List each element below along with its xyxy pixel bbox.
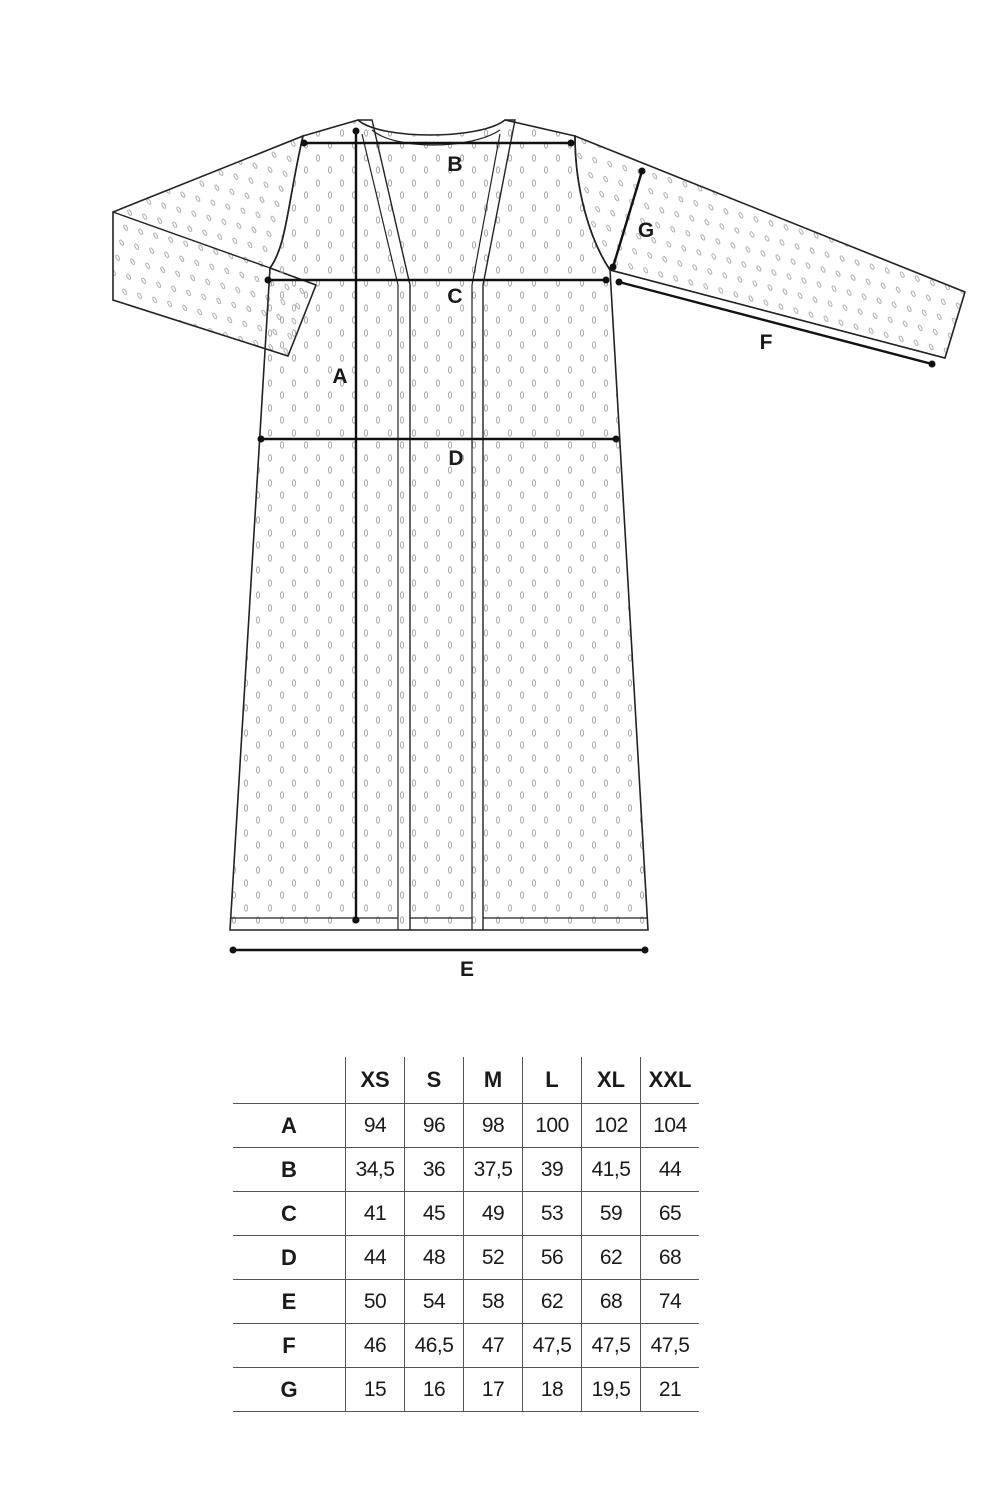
table-cell: 53 bbox=[523, 1192, 582, 1236]
table-row bbox=[233, 1192, 699, 1236]
table-cell: 16 bbox=[405, 1368, 464, 1412]
table-cell: 48 bbox=[405, 1236, 464, 1280]
table-cell: 39 bbox=[523, 1148, 582, 1192]
row-label-b: B bbox=[233, 1148, 346, 1192]
table-row bbox=[233, 1148, 699, 1192]
table-cell: 94 bbox=[346, 1104, 405, 1148]
size-xxl-header: XXL bbox=[641, 1057, 700, 1104]
table-cell: 50 bbox=[346, 1280, 405, 1324]
corner-cell bbox=[233, 1057, 346, 1104]
size-s-header: S bbox=[405, 1057, 464, 1104]
table-cell: 62 bbox=[523, 1280, 582, 1324]
table-cell: 21 bbox=[641, 1368, 700, 1412]
label-d: D bbox=[448, 447, 464, 470]
table-cell: 46 bbox=[346, 1324, 405, 1368]
label-b: B bbox=[447, 153, 463, 176]
table-cell: 62 bbox=[582, 1236, 641, 1280]
table-row bbox=[233, 1368, 699, 1412]
table-cell: 34,5 bbox=[346, 1148, 405, 1192]
size-header-row bbox=[233, 1057, 699, 1104]
table-cell: 41 bbox=[346, 1192, 405, 1236]
size-xl-header: XL bbox=[582, 1057, 641, 1104]
table-cell: 47,5 bbox=[523, 1324, 582, 1368]
table-row bbox=[233, 1324, 699, 1368]
table-cell: 44 bbox=[641, 1148, 700, 1192]
table-cell: 102 bbox=[582, 1104, 641, 1148]
size-xs-header: XS bbox=[346, 1057, 405, 1104]
label-a: A bbox=[332, 365, 348, 388]
table-row bbox=[233, 1280, 699, 1324]
table-cell: 98 bbox=[464, 1104, 523, 1148]
label-g: G bbox=[637, 219, 655, 242]
table-cell: 47,5 bbox=[641, 1324, 700, 1368]
table-cell: 17 bbox=[464, 1368, 523, 1412]
label-f: F bbox=[759, 331, 773, 354]
row-label-g: G bbox=[233, 1368, 346, 1412]
row-label-a: A bbox=[233, 1104, 346, 1148]
table-cell: 19,5 bbox=[582, 1368, 641, 1412]
table-cell: 37,5 bbox=[464, 1148, 523, 1192]
row-label-c: C bbox=[233, 1192, 346, 1236]
row-label-d: D bbox=[233, 1236, 346, 1280]
size-m-header: M bbox=[464, 1057, 523, 1104]
table-cell: 68 bbox=[641, 1236, 700, 1280]
table-cell: 41,5 bbox=[582, 1148, 641, 1192]
table-cell: 65 bbox=[641, 1192, 700, 1236]
table-cell: 68 bbox=[582, 1280, 641, 1324]
table-cell: 96 bbox=[405, 1104, 464, 1148]
table-cell: 45 bbox=[405, 1192, 464, 1236]
table-cell: 47,5 bbox=[582, 1324, 641, 1368]
table-row bbox=[233, 1104, 699, 1148]
right-sleeve bbox=[575, 136, 965, 358]
table-cell: 59 bbox=[582, 1192, 641, 1236]
table-cell: 44 bbox=[346, 1236, 405, 1280]
table-cell: 49 bbox=[464, 1192, 523, 1236]
row-label-e: E bbox=[233, 1280, 346, 1324]
size-chart-table bbox=[233, 1057, 699, 1412]
row-label-f: F bbox=[233, 1324, 346, 1368]
table-cell: 18 bbox=[523, 1368, 582, 1412]
table-cell: 46,5 bbox=[405, 1324, 464, 1368]
label-c: C bbox=[447, 285, 463, 308]
table-cell: 56 bbox=[523, 1236, 582, 1280]
measure-e bbox=[230, 947, 649, 954]
table-cell: 74 bbox=[641, 1280, 700, 1324]
table-cell: 100 bbox=[523, 1104, 582, 1148]
garment-body bbox=[230, 120, 648, 930]
table-cell: 54 bbox=[405, 1280, 464, 1324]
table-cell: 15 bbox=[346, 1368, 405, 1412]
table-cell: 47 bbox=[464, 1324, 523, 1368]
table-row bbox=[233, 1236, 699, 1280]
label-e: E bbox=[459, 958, 475, 981]
table-cell: 58 bbox=[464, 1280, 523, 1324]
size-l-header: L bbox=[523, 1057, 582, 1104]
table-cell: 36 bbox=[405, 1148, 464, 1192]
table-cell: 52 bbox=[464, 1236, 523, 1280]
table-cell: 104 bbox=[641, 1104, 700, 1148]
